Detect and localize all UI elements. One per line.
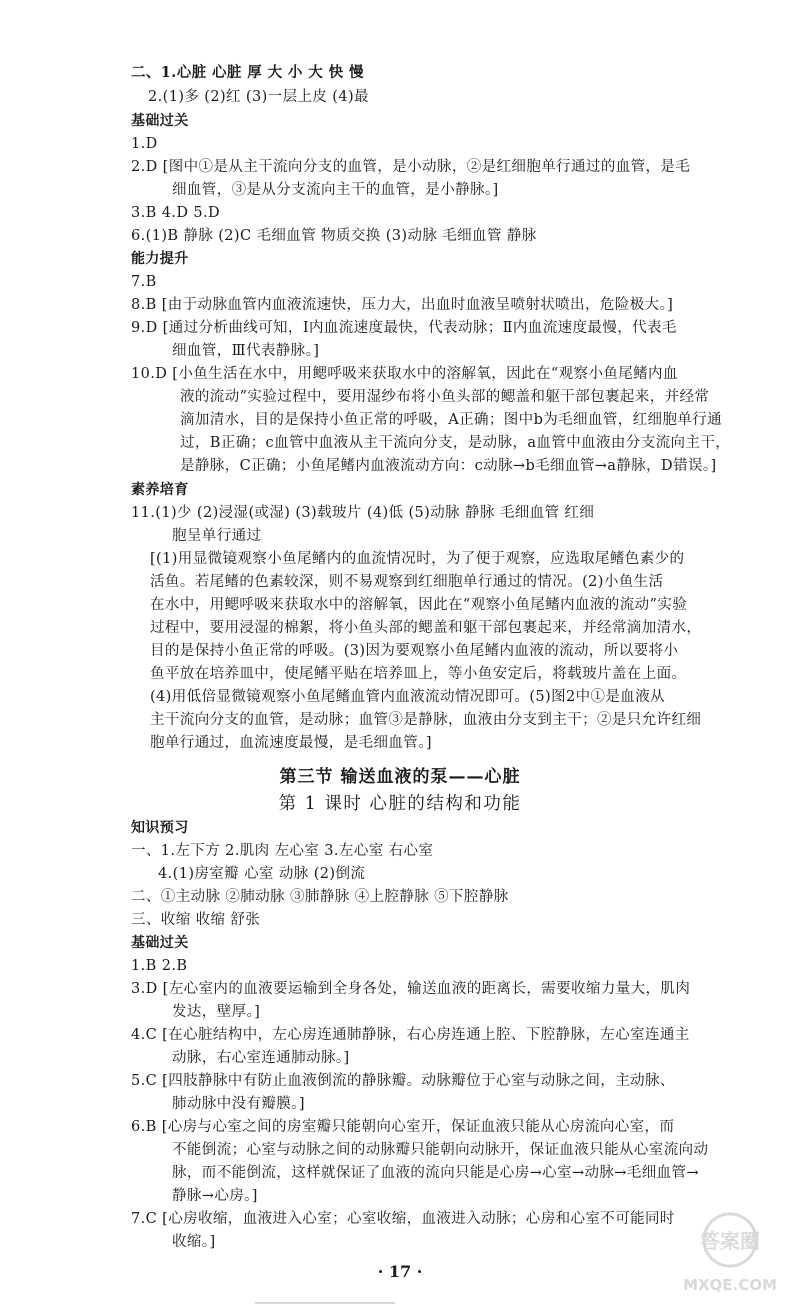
answer-line: 4.(1)房室瓣 心室 动脉 (2)倒流: [158, 866, 366, 882]
section-heading: 素养培育: [131, 482, 189, 498]
answer-line: 静脉→心房。]: [172, 1188, 258, 1204]
answer-line: 胞单行通过，血流速度最慢，是毛细血管。]: [150, 735, 432, 751]
answer-line: 10.D [小鱼生活在水中，用鳃呼吸来获取水中的溶解氧，因此在“观察小鱼尾鳍内血: [131, 366, 678, 382]
lesson-title: 第 1 课时 心脏的结构和功能: [278, 794, 522, 814]
answer-line: 一、1.左下方 2.肌肉 左心室 3.左心室 右心室: [131, 843, 434, 859]
answer-line: 1.B 2.B: [131, 958, 188, 974]
watermark-logo: [670, 1208, 790, 1298]
answer-line: 二、1.心脏 心脏 厚 大 小 大 快 慢: [131, 64, 364, 81]
answer-line: 目的是保持小鱼正常的呼吸。(3)因为要观察小鱼尾鳍内血液的流动，所以要将小: [150, 643, 679, 659]
answer-line: 过，B正确；c血管中血液从主干流向分支，是动脉，a血管中血液由分支流向主干，: [180, 435, 731, 451]
answer-line: 过程中，要用浸湿的棉絮，将小鱼头部的鳃盖和躯干部包裹起来，并经常滴加清水，: [150, 620, 702, 636]
answer-line: 8.B [由于动脉血管内血液流速快，压力大，出血时血液呈喷射状喷出，危险极大。]: [131, 297, 674, 313]
answer-line: [(1)用显微镜观察小鱼尾鳍内的血流情况时，为了便于观察，应选取尾鳍色素少的: [150, 551, 685, 567]
answer-line: 细血管，Ⅲ代表静脉。]: [172, 343, 320, 359]
answer-line: 滴加清水，目的是保持小鱼正常的呼吸，A正确；图中b为毛细血管，红细胞单行通: [180, 412, 723, 428]
answer-line: 肺动脉中没有瓣膜。]: [172, 1096, 305, 1112]
answer-line: 3.D [左心室内的血液要运输到全身各处，输送血液的距离长，需要收缩力量大，肌肉: [131, 981, 691, 997]
answer-line: 收缩。]: [172, 1234, 216, 1250]
answer-line: 脉，而不能倒流，这样就保证了血液的流向只能是心房→心室→动脉→毛细血管→: [172, 1165, 699, 1181]
section-heading: 基础过关: [131, 935, 189, 951]
section-heading: 基础过关: [131, 113, 189, 129]
answer-line: 在水中，用鳃呼吸来获取水中的溶解氧，因此在“观察小鱼尾鳍内血液的流动”实验: [150, 597, 688, 613]
answer-line: 6.(1)B 静脉 (2)C 毛细血管 物质交换 (3)动脉 毛细血管 静脉: [131, 228, 537, 244]
watermark-line1: 答案圈: [700, 1229, 760, 1253]
answer-line: 是静脉，C正确；小鱼尾鳍内血液流动方向：c动脉→b毛细血管→a静脉，D错误。]: [180, 458, 717, 474]
answer-line: 鱼平放在培养皿中，使尾鳍平贴在培养皿上，等小鱼安定后，将载玻片盖在上面。: [150, 666, 687, 682]
answer-line: 二、①主动脉 ②肺动脉 ③肺静脉 ④上腔静脉 ⑤下腔静脉: [131, 889, 509, 905]
answer-line: 主干流向分支的血管，是动脉；血管③是静脉，血液由分支到主干；②是只允许红细: [150, 712, 702, 728]
bottom-rule: [255, 1302, 395, 1304]
answer-line: (4)用低倍显微镜观察小鱼尾鳍血管内血液流动情况即可。(5)图2中①是血液从: [150, 689, 666, 705]
answer-line: 细血管，③是从分支流向主干的血管，是小静脉。]: [172, 182, 499, 198]
section-heading: 知识预习: [131, 820, 189, 836]
watermark-line2: MXQE.COM: [683, 1276, 777, 1294]
answer-line: 6.B [心房与心室之间的房室瓣只能朝向心室开，保证血液只能从心房流向心室，而: [131, 1119, 675, 1135]
answer-line: 2.D [图中①是从主干流向分支的血管，是小动脉，②是红细胞单行通过的血管，是毛: [131, 159, 691, 175]
answer-line: 4.C [在心脏结构中，左心房连通肺静脉，右心房连通上腔、下腔静脉，左心室连通主: [131, 1027, 690, 1043]
answer-line: 2.(1)多 (2)红 (3)一层上皮 (4)最: [148, 89, 369, 105]
answer-line: 活鱼。若尾鳍的色素较深，则不易观察到红细胞单行通过的情况。(2)小鱼生活: [150, 574, 664, 590]
answer-line: 9.D [通过分析曲线可知，Ⅰ内血流速度最快，代表动脉；Ⅱ内血流速度最慢，代表毛: [131, 320, 677, 336]
answer-line: 1.D: [131, 136, 158, 152]
section-heading: 能力提升: [131, 251, 189, 267]
answer-line: 液的流动”实验过程中，要用湿纱布将小鱼头部的鳃盖和躯干部包裹起来，并经常: [180, 389, 710, 405]
answer-line: 7.B: [131, 274, 157, 290]
answer-line: 11.(1)少 (2)浸湿(或湿) (3)载玻片 (4)低 (5)动脉 静脉 毛细血管 红细: [131, 505, 595, 521]
answer-line: 胞呈单行通过: [172, 528, 262, 544]
answer-line: 3.B 4.D 5.D: [131, 205, 221, 221]
page-number: · 17 ·: [377, 1262, 423, 1281]
answer-line: 7.C [心房收缩，血液进入心室；心室收缩，血液进入动脉；心房和心室不可能同时: [131, 1211, 675, 1227]
answer-line: 5.C [四肢静脉中有防止血液倒流的静脉瓣。动脉瓣位于心室与动脉之间，主动脉、: [131, 1073, 675, 1089]
answer-line: 动脉，右心室连通肺动脉。]: [172, 1050, 350, 1066]
answer-line: 三、收缩 收缩 舒张: [131, 912, 261, 928]
answer-line: 发达，壁厚。]: [172, 1004, 261, 1020]
section-title: 第三节 输送血液的泵——心脏: [279, 767, 521, 787]
answer-line: 不能倒流；心室与动脉之间的动脉瓣只能朝向动脉开，保证血液只能从心室流向动: [172, 1142, 709, 1158]
